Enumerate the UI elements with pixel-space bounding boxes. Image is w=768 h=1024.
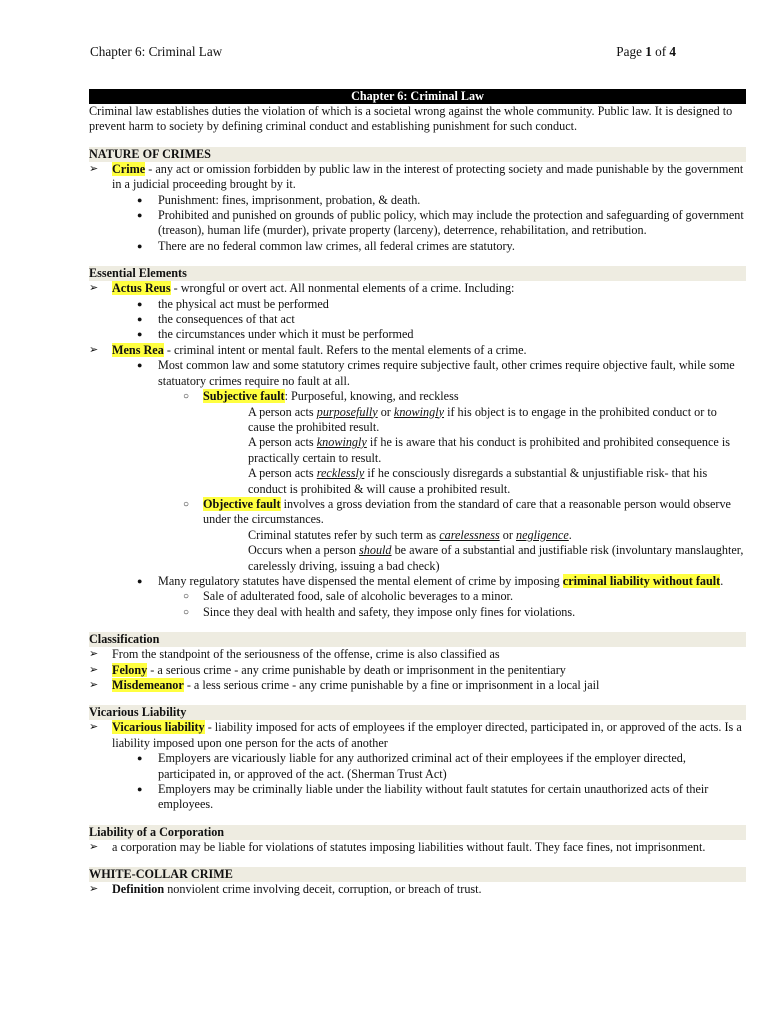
list-item: ● Employers are vicariously liable for any authorized criminal act of their employees if the employer directed, participated in, or approved of the act. (Sherman Trust Act)	[137, 751, 686, 781]
arrow-bullet-icon: ➢	[89, 663, 99, 676]
arrow-bullet-icon: ➢	[89, 343, 99, 356]
list-item: ➢ Felony - a serious crime - any crime punishable by death or imprisonment in the penitentiary	[89, 662, 566, 677]
highlighted-term: Felony	[112, 662, 148, 677]
arrow-bullet-icon: ➢	[89, 679, 99, 691]
definition-term: Definition	[112, 882, 165, 897]
list-item: ➢ a corporation may be liable for violations of statutes imposing liabilities without fault. They face fines, not imprisonment.	[89, 839, 706, 854]
intro-paragraph: Criminal law establishes duties the violation of which is a societal wrong against the whole community. Public law. It is designed to prevent harm to society by defining criminal conduct and establishing punishment for such conduct.	[89, 104, 733, 134]
bullet-icon: ●	[137, 784, 143, 795]
list-item: ○ Subjective fault: Purposeful, knowing, and reckless	[183, 389, 459, 404]
bullet-icon: ●	[137, 240, 143, 251]
arrow-bullet-icon: ➢	[89, 162, 99, 175]
arrow-bullet-icon: ➢	[89, 840, 99, 853]
list-item: ● the consequences of that act	[137, 312, 295, 327]
list-item: ➢ Misdemeanor - a less serious crime - any crime punishable by a fine or imprisonment in a local jail	[89, 678, 600, 692]
section-heading-classification: Classification	[89, 632, 746, 647]
section-heading-nature-of-crimes: NATURE OF CRIMES	[89, 147, 746, 162]
list-item: ● the physical act must be performed	[137, 296, 329, 311]
highlighted-term: Actus Reus	[112, 281, 171, 296]
list-item: ● the circumstances under which it must be performed	[137, 327, 414, 342]
indented-paragraph: A person acts recklessly if he consciously disregards a substantial & unjustifiable risk- that his conduct is prohibited & will cause a prohibited result.	[248, 466, 708, 496]
list-item: ● Punishment: fines, imprisonment, probation, & death.	[137, 192, 421, 207]
list-item: ➢ Mens Rea - criminal intent or mental fault. Refers to the mental elements of a crime.	[89, 342, 527, 357]
bullet-icon: ●	[137, 210, 143, 221]
list-item: ● There are no federal common law crimes, all federal crimes are statutory.	[137, 238, 515, 253]
bullet-icon: ●	[137, 194, 143, 205]
list-item: ➢ From the standpoint of the seriousness of the offense, crime is also classified as	[89, 647, 500, 662]
arrow-bullet-icon: ➢	[89, 648, 99, 661]
section-heading-essential-elements: Essential Elements	[89, 266, 746, 281]
list-item: ○ Objective fault involves a gross deviation from the standard of care that a reasonable person would observe under the circumstances.	[183, 496, 731, 527]
highlighted-term: Vicarious liability	[112, 720, 205, 735]
highlighted-term: Mens Rea	[112, 342, 164, 357]
highlighted-term: criminal liability without fault	[562, 573, 721, 588]
bullet-icon: ●	[137, 329, 143, 340]
list-item: ➢ Vicarious liability - liability imposed for acts of employees if the employer directed, participated in, or approved of the acts. Is a liability imposed upon one person for the acts of another	[89, 720, 742, 750]
list-item: ● Most common law and some statutory crimes require subjective fault, other crimes require objective fault, while some statuatory crimes require no fault at all.	[137, 358, 735, 388]
document-body	[89, 89, 746, 898]
bullet-icon: ●	[137, 753, 143, 764]
list-item: ➢ Definition nonviolent crime involving deceit, corruption, or breach of trust.	[89, 882, 482, 897]
running-header-title: Chapter 6: Criminal Law	[90, 44, 223, 59]
chapter-title-bar: Chapter 6: Criminal Law	[89, 89, 746, 104]
list-item: ● Prohibited and punished on grounds of public policy, which may include the protection and safeguarding of government (treason), human life (murder), private property (larceny), deterrence, rehabilitation, and retribution.	[137, 208, 744, 238]
indented-paragraph: Occurs when a person should be aware of a substantial and justifiable risk (involuntary manslaughter, carelessly driving, issuing a bad check)	[248, 543, 744, 573]
bullet-icon: ●	[137, 360, 143, 371]
arrow-bullet-icon: ➢	[89, 282, 99, 295]
indented-paragraph: Criminal statutes refer by such term as carelessness or negligence.	[248, 527, 572, 542]
highlighted-term: Crime	[112, 161, 146, 176]
circle-bullet-icon: ○	[183, 498, 190, 510]
indented-paragraph: A person acts purposefully or knowingly if his object is to engage in the prohibited conduct or to cause the prohibited result.	[248, 404, 717, 434]
section-heading-vicarious-liability: Vicarious Liability	[89, 705, 746, 720]
list-item: ○ Since they deal with health and safety, they impose only fines for violations.	[183, 604, 576, 619]
arrow-bullet-icon: ➢	[89, 883, 99, 896]
arrow-bullet-icon: ➢	[89, 721, 99, 734]
circle-bullet-icon: ○	[183, 391, 190, 403]
highlighted-term: Subjective fault	[203, 389, 285, 404]
highlighted-term: Misdemeanor	[112, 678, 184, 692]
highlighted-term: Objective fault	[203, 496, 281, 511]
page-number: Page 1 of 4	[616, 44, 676, 59]
bullet-icon: ●	[137, 575, 143, 586]
list-item: ○ Sale of adulterated food, sale of alcoholic beverages to a minor.	[183, 589, 513, 604]
circle-bullet-icon: ○	[183, 606, 190, 618]
list-item: ➢ Actus Reus - wrongful or overt act. All nonmental elements of a crime. Including:	[89, 281, 515, 296]
list-item: ➢ Crime - any act or omission forbidden by public law in the interest of protecting society and made punishable by the government in a judicial proceeding brought by it.	[89, 161, 744, 192]
indented-paragraph: A person acts knowingly if he is aware that his conduct is prohibited and prohibited consequence is practically certain to result.	[248, 435, 730, 465]
section-heading-white-collar-crime: WHITE-COLLAR CRIME	[89, 867, 746, 882]
list-item: ● Many regulatory statutes have dispensed the mental element of crime by imposing criminal liability without fault.	[137, 573, 724, 588]
bullet-icon: ●	[137, 298, 143, 309]
list-item: ● Employers may be criminally liable under the liability without fault statutes for certain unauthorized acts of their employees.	[137, 782, 709, 812]
bullet-icon: ●	[137, 314, 143, 325]
section-heading-corporation-liability: Liability of a Corporation	[89, 825, 746, 840]
circle-bullet-icon: ○	[183, 591, 190, 603]
